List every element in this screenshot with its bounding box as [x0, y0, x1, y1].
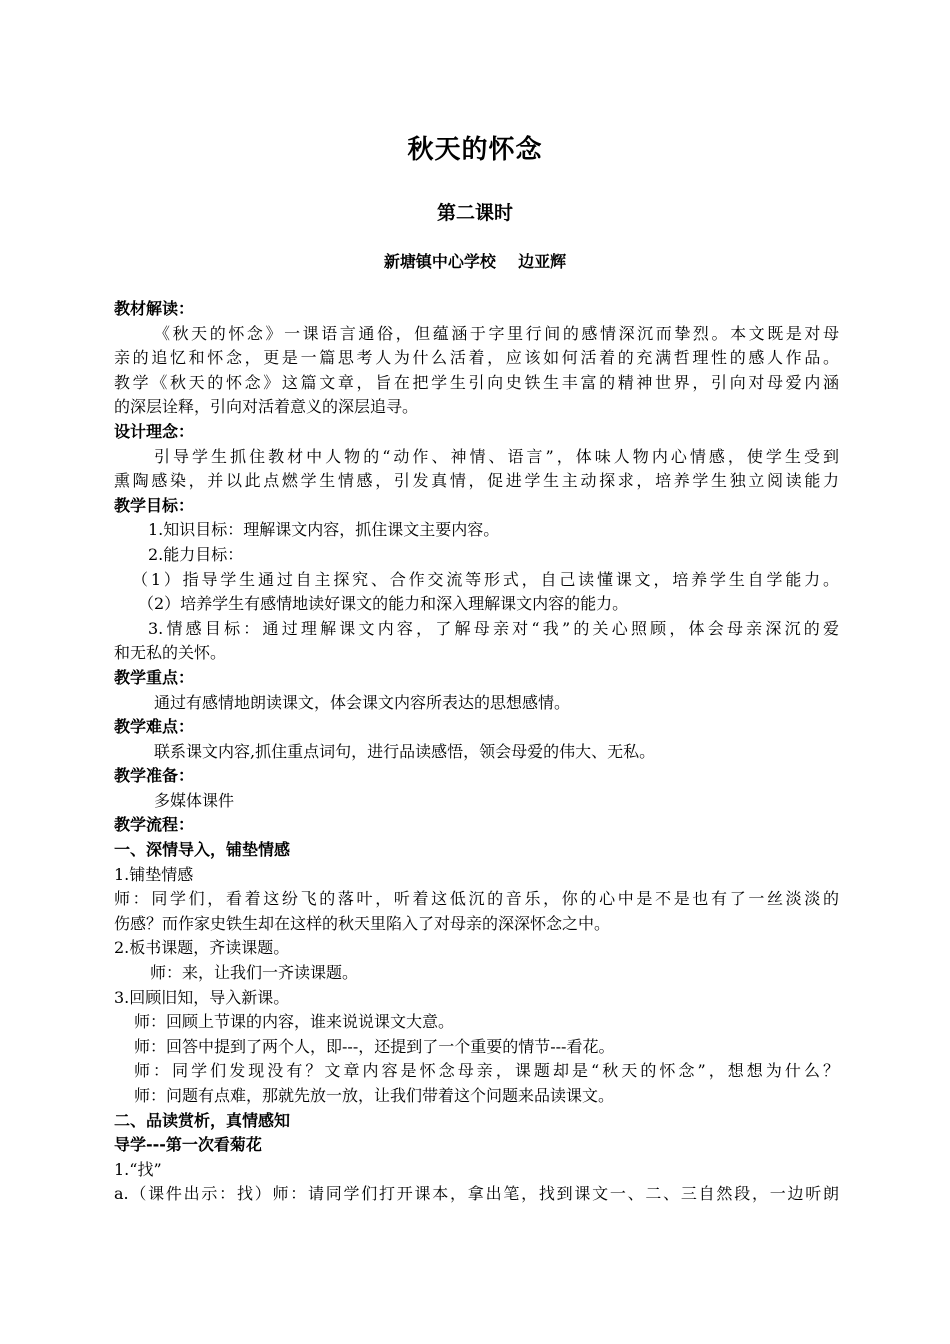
document-subtitle: 第二课时 [436, 202, 513, 224]
paragraph-line: 联系课文内容,抓住重点词句，进行品读感悟，领会母爱的伟大、无私。 [154, 741, 656, 761]
paragraph-line: 3.情感目标：通过理解课文内容，了解母亲对“我”的关心照顾，体会母亲深沉的爱 [148, 618, 839, 638]
paragraph-line: 熏陶感染，并以此点燃学生情感，引发真情，促进学生主动探求，培养学生独立阅读能力 [114, 471, 839, 491]
paragraph-line: 1.铺垫情感 [114, 864, 194, 884]
paragraph-line: 多媒体课件 [154, 790, 235, 810]
section-heading: 教学重点： [114, 667, 195, 687]
paragraph-line: 通过有感情地朗读课文，体会课文内容所表达的思想感情。 [154, 692, 571, 712]
paragraph-line: 教学《秋天的怀念》这篇文章，旨在把学生引向史铁生丰富的精神世界，引向对母爱内涵 [114, 372, 839, 392]
document-author: 新塘镇中心学校 边亚辉 [383, 252, 567, 271]
paragraph-line: 1.知识目标：理解课文内容，抓住课文主要内容。 [148, 520, 500, 540]
section-heading: 教学难点： [114, 717, 195, 737]
paragraph-line: 师：同学们，看着这纷飞的落叶，听着这低沉的音乐，你的心中是不是也有了一丝淡淡的 [114, 889, 839, 909]
paragraph-line: 1.“找” [114, 1159, 162, 1179]
paragraph-line: 的深层诠释，引向对活着意义的深层追寻。 [114, 397, 419, 417]
paragraph-line: 师：来，让我们一齐读课题。 [150, 963, 359, 983]
section-heading: 二、品读赏析，真情感知 [114, 1110, 291, 1130]
paragraph-line: （1）指导学生通过自主探究、合作交流等形式，自己读懂课文，培养学生自学能力。 [132, 569, 839, 589]
section-heading: 教学目标： [114, 495, 195, 515]
paragraph-line: a.（课件出示：找）师：请同学们打开课本，拿出笔，找到课文一、二、三自然段，一边听朗 [114, 1184, 839, 1204]
paragraph-line: 师：回答中提到了两个人，即---，还提到了一个重要的情节---看花。 [134, 1036, 615, 1056]
paragraph-line: 《秋天的怀念》一课语言通俗，但蕴涵于字里行间的感情深沉而挚烈。本文既是对母 [154, 323, 839, 343]
paragraph-line: （2）培养学生有感情地读好课文的能力和深入理解课文内容的能力。 [138, 594, 629, 614]
paragraph-line: 2.能力目标： [148, 544, 244, 564]
section-heading: 教材解读： [114, 299, 195, 318]
section-heading: 一、深情导入，铺垫情感 [114, 840, 291, 860]
section-heading: 导学---第一次看菊花 [114, 1135, 262, 1155]
paragraph-line: 引导学生抓住教材中人物的“动作、神情、语言”，体味人物内心情感，使学生受到 [154, 446, 839, 466]
section-heading: 设计理念： [114, 421, 195, 441]
paragraph-line: 伤感？而作家史铁生却在这样的秋天里陷入了对母亲的深深怀念之中。 [114, 913, 611, 933]
document-body [114, 297, 839, 1207]
paragraph-line: 师：回顾上节课的内容，谁来说说课文大意。 [134, 1012, 455, 1032]
paragraph-line: 师：问题有点难，那就先放一放，让我们带着这个问题来品读课文。 [134, 1086, 615, 1105]
paragraph-line: 3.回顾旧知，导入新课。 [114, 987, 290, 1007]
document-title: 秋天的怀念 [407, 135, 543, 165]
paragraph-line: 2.板书课题，齐读课题。 [114, 938, 290, 958]
paragraph-line: 和无私的关怀。 [114, 643, 227, 663]
paragraph-line: 师：同学们发现没有？文章内容是怀念母亲，课题却是“秋天的怀念”，想想为什么？ [134, 1061, 839, 1081]
section-heading: 教学流程： [114, 815, 195, 835]
section-heading: 教学准备： [114, 766, 195, 786]
paragraph-line: 亲的追忆和怀念，更是一篇思考人为什么活着，应该如何活着的充满哲理性的感人作品。 [114, 348, 839, 368]
